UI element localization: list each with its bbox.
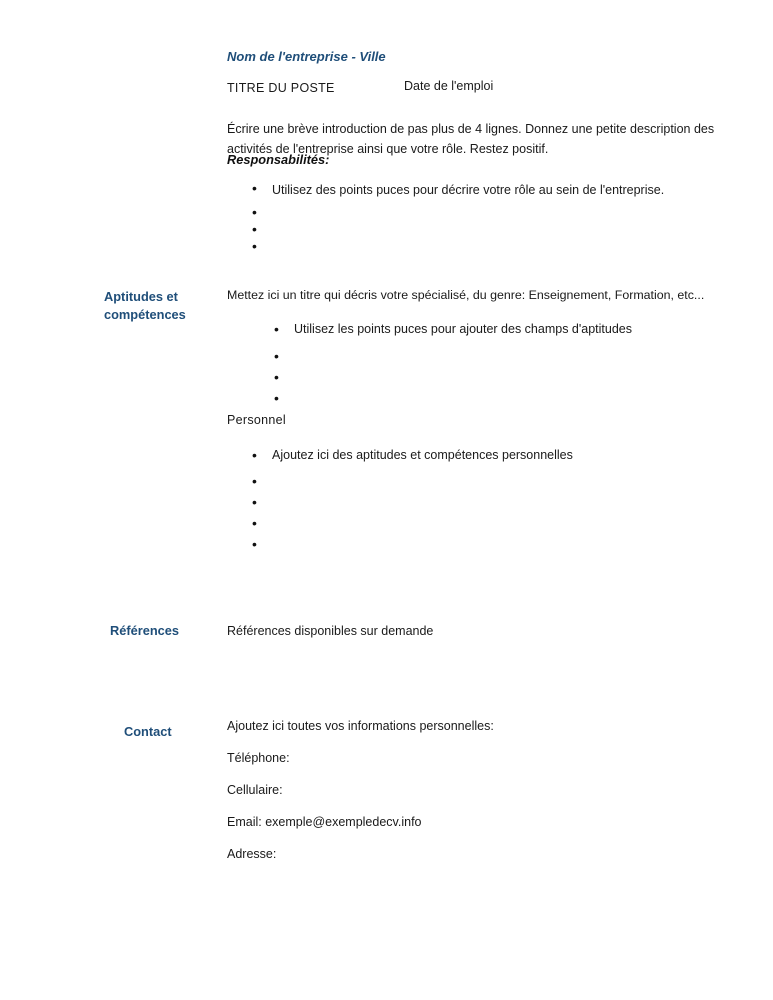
- references-text: Références disponibles sur demande: [227, 624, 434, 638]
- bullet-item: [250, 445, 721, 466]
- sidebar-label-references: Références: [110, 623, 180, 638]
- bullet-item: [272, 319, 721, 340]
- job-title: TITRE DU POSTE: [227, 81, 335, 95]
- sidebar-label-skills: Aptitudes et compétences: [104, 289, 186, 322]
- bullet-text: Ajoutez ici des aptitudes et compétences personnelles: [272, 448, 573, 462]
- contact-line-address: Adresse:: [227, 847, 277, 861]
- contact-intro: Ajoutez ici toutes vos informations personnelles:: [227, 719, 494, 733]
- skills-specialty-intro: Mettez ici un titre qui décris votre spécialisé, du genre: Enseignement, Formation, etc...: [227, 288, 705, 302]
- responsibilities-bullet-list: [250, 182, 721, 257]
- bullet-item: [250, 240, 721, 257]
- job-title-row: [227, 79, 721, 97]
- bullet-item: [250, 534, 721, 555]
- skills-bullet-list: [272, 319, 721, 409]
- bullet-item: [250, 223, 721, 240]
- contact-block: [227, 720, 721, 880]
- personnel-bullet-list: [250, 445, 721, 555]
- contact-line-phone: Téléphone:: [227, 751, 290, 765]
- contact-line-cell: Cellulaire:: [227, 783, 283, 797]
- bullet-item: [250, 513, 721, 534]
- bullet-item: [272, 388, 721, 409]
- responsibilities-heading: Responsabilités:: [227, 152, 330, 167]
- bullet-text: Utilisez des points puces pour décrire votre rôle au sein de l'entreprise.: [272, 183, 665, 197]
- company-city-heading: Nom de l'entreprise - Ville: [227, 49, 386, 64]
- bullet-text: Utilisez les points puces pour ajouter des champs d'aptitudes: [294, 322, 632, 336]
- bullet-item: [250, 206, 721, 223]
- personnel-heading: Personnel: [227, 413, 286, 427]
- bullet-item: [272, 367, 721, 388]
- bullet-item: [250, 471, 721, 492]
- sidebar-label-contact: Contact: [124, 724, 172, 739]
- bullet-item: [250, 492, 721, 513]
- job-date: Date de l'emploi: [404, 79, 494, 93]
- contact-line-email: Email: exemple@exempledecv.info: [227, 815, 422, 829]
- experience-intro-paragraph: Écrire une brève introduction de pas plus de 4 lignes. Donnez une petite description des activités de l'entreprise ainsi que votre rôle. Restez positif.: [227, 121, 715, 156]
- bullet-item: [250, 182, 721, 199]
- bullet-item: [272, 346, 721, 367]
